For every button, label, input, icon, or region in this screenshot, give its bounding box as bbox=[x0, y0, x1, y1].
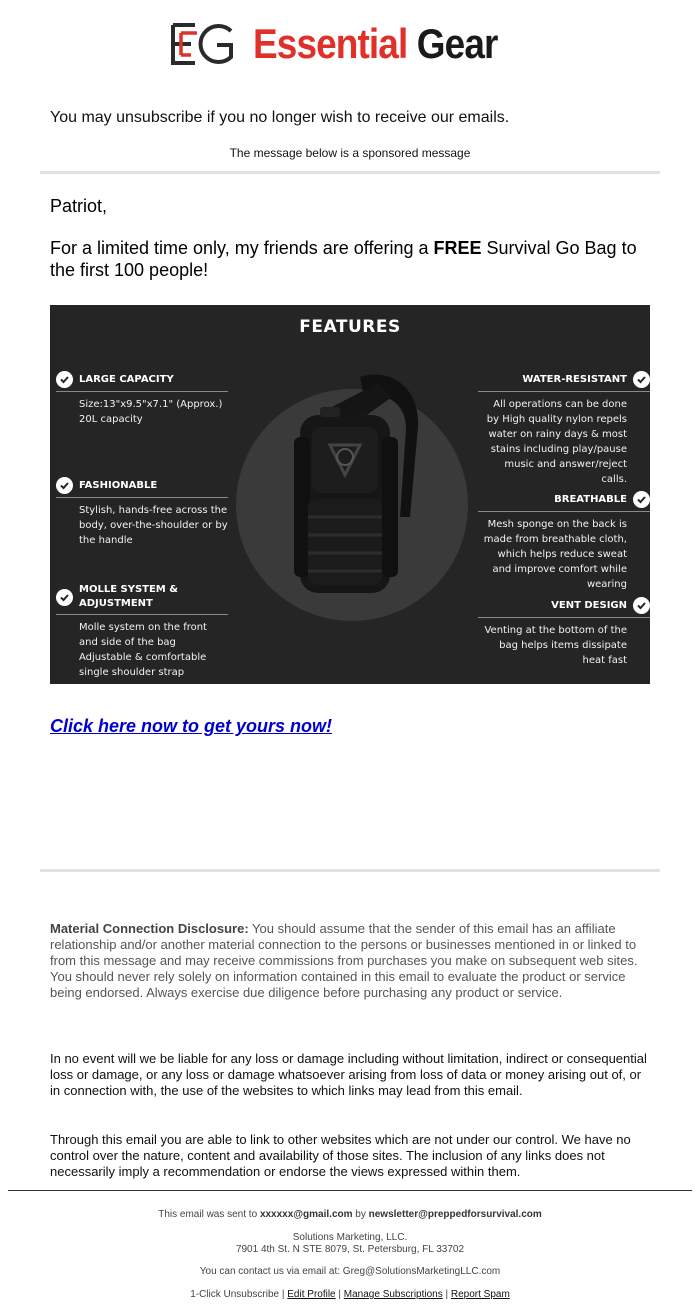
check-icon bbox=[56, 371, 73, 388]
greeting: Patriot, bbox=[50, 196, 108, 216]
check-icon bbox=[633, 371, 650, 388]
feature-description: Molle system on the front and side of the bag Adjustable & comfortable single shoulder strap bbox=[79, 622, 207, 678]
separator: | bbox=[279, 1289, 288, 1300]
report-spam-link[interactable]: Report Spam bbox=[450, 1289, 510, 1300]
separator: | bbox=[335, 1289, 344, 1300]
feature-heading: FASHIONABLE bbox=[79, 479, 158, 491]
brand-name-dark: Gear bbox=[416, 20, 498, 67]
feature-heading: MOLLE SYSTEM & ADJUSTMENT bbox=[79, 584, 178, 609]
check-icon bbox=[633, 491, 650, 508]
feature-heading: VENT DESIGN bbox=[551, 599, 627, 611]
disclosure-text: You should assume that the sender of this email has an affiliate relationship and/or another material connection to the persons or businesses mentioned in or linked to from this message and may receive commissions from purchases you make on subsequent web sites. You should never rely solely on information contained in this email to evaluate the product or service being endorsed. Always exercise due diligence before purchasing any product or service. bbox=[50, 921, 638, 1000]
feature-description: All operations can be done by High quality nylon repels water on rainy days & most stains including play/pause music and answer/reject calls. bbox=[486, 399, 627, 485]
unsubscribe-notice: You may unsubscribe if you no longer wish to receive our emails. bbox=[50, 109, 510, 126]
feature-description: Venting at the bottom of the bag helps items dissipate heat fast bbox=[484, 625, 627, 666]
feature-water-resistant bbox=[478, 371, 650, 487]
eg-monogram-icon bbox=[169, 19, 235, 69]
disclosure-label: Material Connection Disclosure: bbox=[50, 921, 249, 936]
material-disclosure bbox=[50, 921, 650, 1001]
company-address: 7901 4th St. N STE 8079, St. Petersburg, FL 33702 bbox=[235, 1244, 465, 1255]
backpack-image bbox=[260, 367, 430, 617]
feature-description: Stylish, hands-free across the body, over-the-shoulder or by the handle bbox=[79, 505, 228, 546]
feature-breathable bbox=[478, 491, 650, 592]
footer-divider bbox=[8, 1190, 692, 1191]
check-icon bbox=[56, 477, 73, 494]
one-click-unsubscribe[interactable]: 1-Click Unsubscribe bbox=[190, 1289, 280, 1300]
feature-description: Size:13"x9.5"x7.1" (Approx.) 20L capacity bbox=[79, 399, 223, 425]
brand-name-red: Essential bbox=[253, 20, 408, 67]
brand-name bbox=[253, 20, 498, 68]
feature-fashionable bbox=[56, 477, 228, 548]
check-icon bbox=[633, 597, 650, 614]
feature-heading: WATER-RESISTANT bbox=[522, 373, 627, 385]
feature-heading: LARGE CAPACITY bbox=[79, 373, 174, 385]
recipient-email: xxxxxx@gmail.com bbox=[259, 1209, 353, 1220]
offer-bold: FREE bbox=[433, 238, 482, 258]
liability-notice: In no event will we be liable for any loss or damage including without limitation, indirect or consequential loss or damage, or any loss or damage whatsoever arising from loss of data or money arising out of, or in connection with, the use of the websites to which links may lead from this email. bbox=[50, 1051, 647, 1098]
sent-by-label: by bbox=[352, 1209, 369, 1220]
brand-logo bbox=[0, 18, 700, 70]
footer-sent-to bbox=[0, 1209, 700, 1221]
manage-subscriptions-link[interactable]: Manage Subscriptions bbox=[343, 1289, 443, 1300]
divider bbox=[40, 869, 660, 872]
edit-profile-link[interactable]: Edit Profile bbox=[287, 1289, 336, 1300]
feature-large-capacity bbox=[56, 371, 228, 427]
company-name: Solutions Marketing, LLC. bbox=[292, 1232, 408, 1243]
contact-line: You can contact us via email at: Greg@SolutionsMarketingLLC.com bbox=[199, 1266, 501, 1277]
separator: | bbox=[442, 1289, 451, 1300]
offer-pre: For a limited time only, my friends are offering a bbox=[50, 238, 434, 258]
sent-to-label: This email was sent to bbox=[158, 1209, 260, 1220]
feature-description: Mesh sponge on the back is made from breathable cloth, which helps reduce sweat and improve comfort while wearing bbox=[483, 519, 627, 590]
feature-molle-system bbox=[56, 583, 228, 680]
sponsored-notice: The message below is a sponsored message bbox=[229, 146, 471, 160]
sender-email: newsletter@preppedforsurvival.com bbox=[368, 1209, 542, 1220]
offer-text bbox=[50, 237, 650, 281]
feature-vent-design bbox=[478, 597, 650, 668]
features-title: FEATURES bbox=[299, 317, 401, 337]
features-banner[interactable] bbox=[50, 305, 650, 684]
feature-heading: BREATHABLE bbox=[554, 493, 627, 505]
external-links-notice: Through this email you are able to link to other websites which are not under our control. We have no control over the nature, content and availability of those sites. The inclusion of any links does not necessarily imply a recommendation or endorse the views expressed within them. bbox=[50, 1132, 631, 1179]
divider bbox=[40, 171, 660, 174]
cta-link[interactable]: Click here now to get yours now! bbox=[50, 716, 333, 736]
offer-post: Survival Go Bag to the first 100 people! bbox=[50, 238, 637, 280]
check-icon bbox=[56, 589, 73, 606]
footer-links bbox=[0, 1289, 700, 1301]
